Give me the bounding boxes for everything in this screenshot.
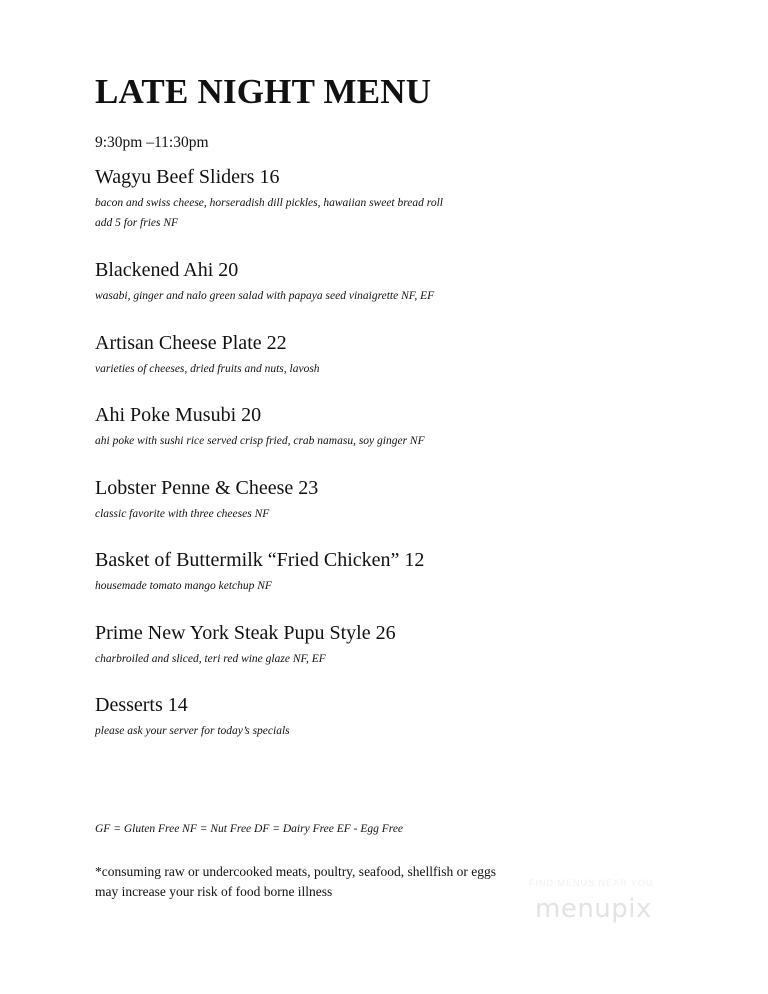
item-name: Prime New York Steak Pupu Style 26 bbox=[95, 622, 396, 644]
item-description bbox=[95, 286, 434, 306]
item-description-line: housemade tomato mango ketchup NF bbox=[95, 580, 272, 592]
menu-item-artisan-cheese-plate bbox=[95, 331, 320, 379]
menu-item-fried-chicken bbox=[95, 548, 424, 596]
item-name: Lobster Penne & Cheese 23 bbox=[95, 477, 319, 499]
dietary-legend: GF = Gluten Free NF = Nut Free DF = Dairy Free EF - Egg Free bbox=[95, 823, 404, 835]
item-description-line: add 5 for fries NF bbox=[95, 217, 179, 229]
item-description-line: please ask your server for today’s specials bbox=[95, 725, 290, 737]
menu-item-blackened-ahi bbox=[95, 258, 434, 306]
menu-item-wagyu-beef-sliders bbox=[95, 165, 443, 233]
menupix-watermark bbox=[527, 872, 687, 932]
item-description bbox=[95, 721, 290, 741]
item-description-line: wasabi, ginger and nalo green salad with papaya seed vinaigrette NF, EF bbox=[95, 290, 435, 302]
item-description-line: ahi poke with sushi rice served crisp fried, crab namasu, soy ginger NF bbox=[95, 435, 425, 447]
item-description-line: varieties of cheeses, dried fruits and nuts, lavosh bbox=[95, 363, 320, 375]
item-description bbox=[95, 504, 318, 524]
food-safety-disclaimer bbox=[95, 862, 496, 902]
item-name: Basket of Buttermilk “Fried Chicken” 12 bbox=[95, 549, 425, 571]
menu-item-lobster-penne bbox=[95, 476, 318, 524]
watermark-tagline: FIND MENUS NEAR YOU bbox=[529, 878, 654, 888]
menu-item-desserts bbox=[95, 693, 290, 741]
disclaimer-line: *consuming raw or undercooked meats, poultry, seafood, shellfish or eggs bbox=[95, 864, 497, 879]
item-description bbox=[95, 359, 320, 379]
watermark-logo: menupix bbox=[535, 894, 652, 924]
item-description-line: classic favorite with three cheeses NF bbox=[95, 508, 270, 520]
item-name: Blackened Ahi 20 bbox=[95, 259, 239, 281]
page-title: LATE NIGHT MENU bbox=[95, 72, 432, 111]
item-name: Desserts 14 bbox=[95, 694, 188, 716]
item-name: Wagyu Beef Sliders 16 bbox=[95, 166, 280, 188]
item-description-line: bacon and swiss cheese, horseradish dill pickles, hawaiian sweet bread roll bbox=[95, 197, 443, 209]
item-description bbox=[95, 649, 396, 669]
item-description-line: charbroiled and sliced, teri red wine glaze NF, EF bbox=[95, 653, 326, 665]
disclaimer-line: may increase your risk of food borne illness bbox=[95, 884, 333, 899]
item-name: Ahi Poke Musubi 20 bbox=[95, 404, 262, 426]
item-description bbox=[95, 576, 424, 596]
item-description bbox=[95, 431, 425, 451]
service-hours: 9:30pm –11:30pm bbox=[95, 134, 209, 151]
item-description bbox=[95, 193, 443, 233]
menu-item-prime-steak bbox=[95, 621, 396, 669]
item-name: Artisan Cheese Plate 22 bbox=[95, 332, 287, 354]
menu-item-ahi-poke-musubi bbox=[95, 403, 425, 451]
